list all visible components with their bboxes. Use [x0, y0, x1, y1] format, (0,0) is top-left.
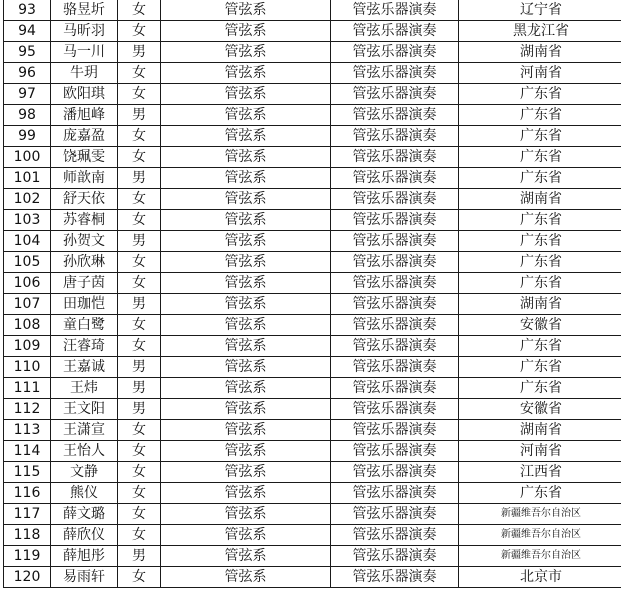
table-row	[4, 525, 621, 546]
student-name-cell: 童白鹭	[51, 315, 118, 336]
province-cell: 广东省	[459, 336, 621, 357]
row-number-cell: 115	[4, 462, 51, 483]
row-number-cell: 116	[4, 483, 51, 504]
province-cell: 新疆维吾尔自治区	[459, 504, 621, 525]
row-number-cell: 118	[4, 525, 51, 546]
gender-cell: 女	[118, 0, 161, 21]
row-number-cell: 112	[4, 399, 51, 420]
student-name-cell: 庞嘉盈	[51, 126, 118, 147]
major-cell: 管弦乐器演奏	[331, 63, 459, 84]
roster-sheet	[3, 0, 619, 588]
department-cell: 管弦系	[161, 525, 331, 546]
gender-cell: 女	[118, 567, 161, 588]
province-cell: 广东省	[459, 126, 621, 147]
major-cell: 管弦乐器演奏	[331, 0, 459, 21]
major-cell: 管弦乐器演奏	[331, 504, 459, 525]
province-cell: 安徽省	[459, 399, 621, 420]
department-cell: 管弦系	[161, 357, 331, 378]
student-name-cell: 骆昱圻	[51, 0, 118, 21]
table-row	[4, 336, 621, 357]
row-number-cell: 117	[4, 504, 51, 525]
gender-cell: 女	[118, 126, 161, 147]
row-number-cell: 96	[4, 63, 51, 84]
province-cell: 广东省	[459, 483, 621, 504]
province-cell: 广东省	[459, 105, 621, 126]
department-cell: 管弦系	[161, 273, 331, 294]
row-number-cell: 104	[4, 231, 51, 252]
department-cell: 管弦系	[161, 294, 331, 315]
department-cell: 管弦系	[161, 84, 331, 105]
table-row	[4, 378, 621, 399]
major-cell: 管弦乐器演奏	[331, 189, 459, 210]
row-number-cell: 106	[4, 273, 51, 294]
department-cell: 管弦系	[161, 189, 331, 210]
major-cell: 管弦乐器演奏	[331, 105, 459, 126]
table-row	[4, 189, 621, 210]
student-name-cell: 王文阳	[51, 399, 118, 420]
major-cell: 管弦乐器演奏	[331, 231, 459, 252]
department-cell: 管弦系	[161, 567, 331, 588]
student-name-cell: 饶珮雯	[51, 147, 118, 168]
department-cell: 管弦系	[161, 252, 331, 273]
department-cell: 管弦系	[161, 0, 331, 21]
department-cell: 管弦系	[161, 441, 331, 462]
province-cell: 广东省	[459, 147, 621, 168]
gender-cell: 男	[118, 42, 161, 63]
row-number-cell: 119	[4, 546, 51, 567]
row-number-cell: 114	[4, 441, 51, 462]
department-cell: 管弦系	[161, 168, 331, 189]
major-cell: 管弦乐器演奏	[331, 21, 459, 42]
row-number-cell: 109	[4, 336, 51, 357]
major-cell: 管弦乐器演奏	[331, 420, 459, 441]
table-row	[4, 399, 621, 420]
student-name-cell: 薛欣仪	[51, 525, 118, 546]
table-row	[4, 21, 621, 42]
row-number-cell: 110	[4, 357, 51, 378]
row-number-cell: 98	[4, 105, 51, 126]
table-row	[4, 231, 621, 252]
gender-cell: 男	[118, 231, 161, 252]
row-number-cell: 100	[4, 147, 51, 168]
department-cell: 管弦系	[161, 420, 331, 441]
row-number-cell: 103	[4, 210, 51, 231]
table-row	[4, 567, 621, 588]
student-name-cell: 唐子茵	[51, 273, 118, 294]
gender-cell: 女	[118, 462, 161, 483]
major-cell: 管弦乐器演奏	[331, 147, 459, 168]
province-cell: 河南省	[459, 441, 621, 462]
row-number-cell: 95	[4, 42, 51, 63]
gender-cell: 女	[118, 504, 161, 525]
gender-cell: 女	[118, 441, 161, 462]
row-number-cell: 93	[4, 0, 51, 21]
table-row	[4, 168, 621, 189]
table-row	[4, 546, 621, 567]
student-name-cell: 田珈恺	[51, 294, 118, 315]
province-cell: 广东省	[459, 252, 621, 273]
province-cell: 广东省	[459, 273, 621, 294]
province-cell: 广东省	[459, 168, 621, 189]
student-name-cell: 潘旭峰	[51, 105, 118, 126]
province-cell: 广东省	[459, 357, 621, 378]
row-number-cell: 111	[4, 378, 51, 399]
province-cell: 湖南省	[459, 294, 621, 315]
table-row	[4, 420, 621, 441]
table-row	[4, 441, 621, 462]
department-cell: 管弦系	[161, 378, 331, 399]
gender-cell: 女	[118, 63, 161, 84]
student-name-cell: 孙贺文	[51, 231, 118, 252]
major-cell: 管弦乐器演奏	[331, 210, 459, 231]
gender-cell: 女	[118, 84, 161, 105]
row-number-cell: 101	[4, 168, 51, 189]
student-name-cell: 汪睿琦	[51, 336, 118, 357]
department-cell: 管弦系	[161, 105, 331, 126]
row-number-cell: 113	[4, 420, 51, 441]
province-cell: 新疆维吾尔自治区	[459, 525, 621, 546]
table-row	[4, 0, 621, 21]
student-name-cell: 王炜	[51, 378, 118, 399]
row-number-cell: 108	[4, 315, 51, 336]
student-name-cell: 苏睿桐	[51, 210, 118, 231]
major-cell: 管弦乐器演奏	[331, 42, 459, 63]
student-name-cell: 薛旭彤	[51, 546, 118, 567]
department-cell: 管弦系	[161, 21, 331, 42]
major-cell: 管弦乐器演奏	[331, 168, 459, 189]
table-row	[4, 315, 621, 336]
gender-cell: 女	[118, 483, 161, 504]
province-cell: 黑龙江省	[459, 21, 621, 42]
gender-cell: 男	[118, 546, 161, 567]
row-number-cell: 97	[4, 84, 51, 105]
major-cell: 管弦乐器演奏	[331, 126, 459, 147]
table-row	[4, 63, 621, 84]
row-number-cell: 99	[4, 126, 51, 147]
gender-cell: 女	[118, 315, 161, 336]
major-cell: 管弦乐器演奏	[331, 525, 459, 546]
student-name-cell: 孙欣琳	[51, 252, 118, 273]
province-cell: 辽宁省	[459, 0, 621, 21]
major-cell: 管弦乐器演奏	[331, 483, 459, 504]
student-name-cell: 马一川	[51, 42, 118, 63]
student-name-cell: 薛文璐	[51, 504, 118, 525]
gender-cell: 女	[118, 147, 161, 168]
table-row	[4, 273, 621, 294]
table-row	[4, 147, 621, 168]
major-cell: 管弦乐器演奏	[331, 546, 459, 567]
major-cell: 管弦乐器演奏	[331, 336, 459, 357]
major-cell: 管弦乐器演奏	[331, 567, 459, 588]
gender-cell: 女	[118, 210, 161, 231]
gender-cell: 男	[118, 357, 161, 378]
table-row	[4, 504, 621, 525]
row-number-cell: 105	[4, 252, 51, 273]
gender-cell: 男	[118, 378, 161, 399]
department-cell: 管弦系	[161, 315, 331, 336]
major-cell: 管弦乐器演奏	[331, 84, 459, 105]
department-cell: 管弦系	[161, 210, 331, 231]
table-row	[4, 105, 621, 126]
row-number-cell: 94	[4, 21, 51, 42]
department-cell: 管弦系	[161, 546, 331, 567]
major-cell: 管弦乐器演奏	[331, 252, 459, 273]
student-name-cell: 师歆南	[51, 168, 118, 189]
province-cell: 广东省	[459, 84, 621, 105]
row-number-cell: 120	[4, 567, 51, 588]
department-cell: 管弦系	[161, 126, 331, 147]
gender-cell: 女	[118, 189, 161, 210]
table-row	[4, 126, 621, 147]
province-cell: 河南省	[459, 63, 621, 84]
gender-cell: 女	[118, 420, 161, 441]
student-name-cell: 马昕羽	[51, 21, 118, 42]
gender-cell: 女	[118, 252, 161, 273]
province-cell: 新疆维吾尔自治区	[459, 546, 621, 567]
province-cell: 湖南省	[459, 420, 621, 441]
province-cell: 江西省	[459, 462, 621, 483]
roster-table	[3, 0, 621, 588]
student-name-cell: 王怡人	[51, 441, 118, 462]
student-name-cell: 王嘉诚	[51, 357, 118, 378]
student-name-cell: 舒天依	[51, 189, 118, 210]
table-row	[4, 294, 621, 315]
major-cell: 管弦乐器演奏	[331, 294, 459, 315]
gender-cell: 男	[118, 294, 161, 315]
department-cell: 管弦系	[161, 42, 331, 63]
gender-cell: 男	[118, 105, 161, 126]
student-name-cell: 易雨轩	[51, 567, 118, 588]
table-row	[4, 42, 621, 63]
gender-cell: 女	[118, 525, 161, 546]
table-row	[4, 357, 621, 378]
gender-cell: 女	[118, 21, 161, 42]
table-row	[4, 252, 621, 273]
table-row	[4, 210, 621, 231]
gender-cell: 男	[118, 168, 161, 189]
student-name-cell: 文静	[51, 462, 118, 483]
province-cell: 湖南省	[459, 42, 621, 63]
row-number-cell: 102	[4, 189, 51, 210]
major-cell: 管弦乐器演奏	[331, 462, 459, 483]
province-cell: 北京市	[459, 567, 621, 588]
student-name-cell: 熊仪	[51, 483, 118, 504]
province-cell: 广东省	[459, 210, 621, 231]
major-cell: 管弦乐器演奏	[331, 357, 459, 378]
department-cell: 管弦系	[161, 462, 331, 483]
table-row	[4, 84, 621, 105]
table-row	[4, 462, 621, 483]
student-name-cell: 牛玥	[51, 63, 118, 84]
province-cell: 安徽省	[459, 315, 621, 336]
major-cell: 管弦乐器演奏	[331, 399, 459, 420]
major-cell: 管弦乐器演奏	[331, 378, 459, 399]
table-row	[4, 483, 621, 504]
major-cell: 管弦乐器演奏	[331, 315, 459, 336]
province-cell: 湖南省	[459, 189, 621, 210]
department-cell: 管弦系	[161, 504, 331, 525]
department-cell: 管弦系	[161, 147, 331, 168]
major-cell: 管弦乐器演奏	[331, 441, 459, 462]
gender-cell: 女	[118, 336, 161, 357]
gender-cell: 男	[118, 399, 161, 420]
student-name-cell: 欧阳琪	[51, 84, 118, 105]
roster-table-body	[4, 0, 621, 588]
department-cell: 管弦系	[161, 63, 331, 84]
major-cell: 管弦乐器演奏	[331, 273, 459, 294]
gender-cell: 女	[118, 273, 161, 294]
province-cell: 广东省	[459, 378, 621, 399]
row-number-cell: 107	[4, 294, 51, 315]
department-cell: 管弦系	[161, 483, 331, 504]
province-cell: 广东省	[459, 231, 621, 252]
department-cell: 管弦系	[161, 336, 331, 357]
student-name-cell: 王潇宣	[51, 420, 118, 441]
department-cell: 管弦系	[161, 231, 331, 252]
department-cell: 管弦系	[161, 399, 331, 420]
